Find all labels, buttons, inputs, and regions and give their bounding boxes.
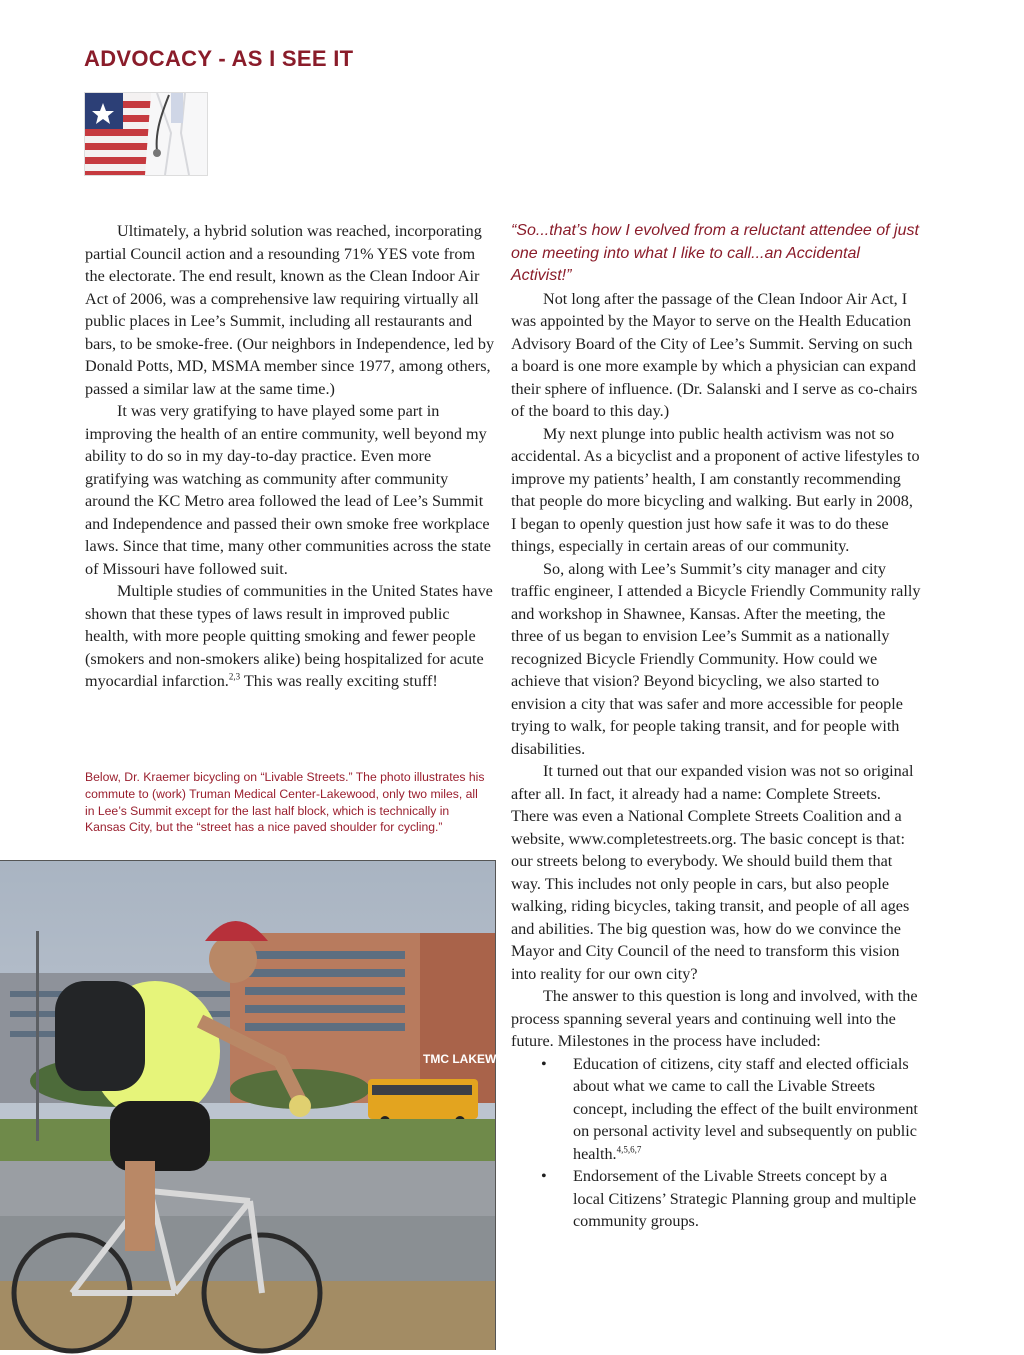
body-paragraph: It turned out that our expanded vision was not so original after all. In fact, it already had a name: Complete Streets. There was even a National Complete Streets Coalition and a website, www.completestreets.org. The basic concept is that: our streets belong to everybody. We should build them that way. This includes not only people in cars, but also people walking, riding bicycles, taking transit, and people of all ages and abilities. The big question was, how do we convince the Mayor and City Council of the need to transform this vision into reality for our own city? xyxy=(511,762,914,983)
milestones-list xyxy=(511,1053,921,1233)
cyclist-photo xyxy=(0,860,524,1350)
body-paragraph: Ultimately, a hybrid solution was reached, incorporating partial Council action and a resounding 71% YES vote from the electorate. The end result, known as the Clean Indoor Air Act of 2006, was a comprehensive law requiring virtually all public places in Lee’s Summit, including all restaurants and bars, to be smoke-free. (Our neighbors in Independence, led by Donald Potts, MD, MSMA member since 1977, among others, passed a similar law at the same time.) xyxy=(85,222,495,398)
list-item xyxy=(511,1053,921,1166)
reference-superscript: 4,5,6,7 xyxy=(616,1144,642,1155)
section-title: ADVOCACY - AS I SEE IT xyxy=(84,46,354,71)
reference-superscript: 2,3 xyxy=(228,671,241,682)
flag-doctor-image xyxy=(84,92,208,176)
body-text: This was really exciting stuff! xyxy=(240,672,438,690)
body-paragraph xyxy=(85,580,495,693)
body-paragraph: The answer to this question is long and involved, with the process spanning several years and continuing well into the future. Milestones in the process have included: xyxy=(511,987,918,1050)
right-column xyxy=(511,220,921,1233)
list-item xyxy=(511,1165,921,1233)
body-paragraph: My next plunge into public health activism was not so accidental. As a bicyclist and a proponent of active lifestyles to improve my patients’ health, I am constantly recommending that people do more bicycling and walking. But early in 2008, I began to openly question just how safe it was to do these things, especially in certain areas of our community. xyxy=(511,424,920,555)
list-item-text: Endorsement of the Livable Streets concept by a local Citizens’ Strategic Planning group and multiple community groups. xyxy=(573,1167,917,1230)
pull-quote: “So...that’s how I evolved from a reluctant attendee of just one meeting into what I like to call...an Accidental Activist!” xyxy=(511,222,919,284)
photo-caption: Below, Dr. Kraemer bicycling on “Livable Streets.” The photo illustrates his commute to (work) Truman Medical Center-Lakewood, only two miles, all in Lee’s Summit except for the last half block, which is technically in Kansas City, but the “street has a nice paved shoulder for cycling.” xyxy=(85,770,485,835)
bullet-icon: • xyxy=(541,1167,547,1185)
building-sign: TMC LAKEWOOD xyxy=(423,1052,524,1066)
bullet-icon: • xyxy=(541,1054,547,1073)
left-column xyxy=(85,220,495,693)
body-paragraph: So, along with Lee’s Summit’s city manager and city traffic engineer, I attended a Bicycle Friendly Community rally and workshop in Shawnee, Kansas. After the meeting, the three of us began to envision Lee’s Summit as a nationally recognized Bicycle Friendly Community. How could we achieve that vision? Beyond bicycling, we also started to envision a city that was safer and more accessible for people trying to walk, for people taking transit, and for people with disabilities. xyxy=(511,559,921,758)
body-paragraph: Not long after the passage of the Clean Indoor Air Act, I was appointed by the Mayor to serve on the Health Education Advisory Board of the City of Lee’s Summit. Serving on such a board is one more example by which a physician can expand their sphere of influence. (Dr. Salanski and I serve as co-chairs of the board to this day.) xyxy=(511,289,918,420)
body-text: Multiple studies of communities in the United States have shown that these types of laws result in improved public health, with more people quitting smoking and fewer people (smokers and non-smokers alike) being hospitalized for acute myocardial infarction. xyxy=(85,582,493,690)
list-item-text: Education of citizens, city staff and elected officials about what we came to call the Livable Streets concept, including the effect of the built environment on personal activity level and subsequently on public health. xyxy=(573,1054,918,1163)
body-paragraph: It was very gratifying to have played some part in improving the health of an entire community, well beyond my ability to do so in my day-to-day practice. Even more gratifying was watching as community after community around the KC Metro area followed the lead of Lee’s Summit and Independence and passed their own smoke free workplace laws. Since that time, many other communities across the state of Missouri have followed suit. xyxy=(85,402,491,578)
